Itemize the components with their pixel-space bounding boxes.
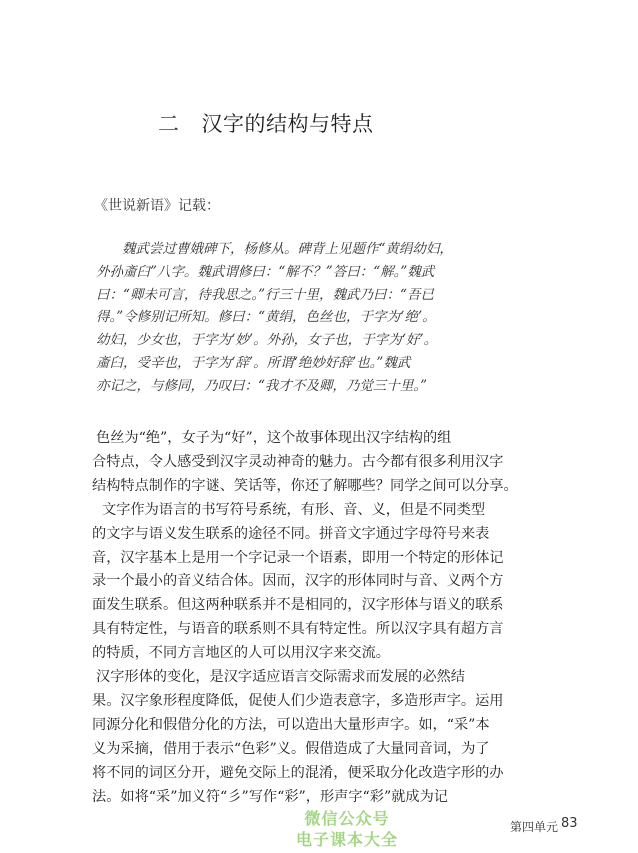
body-text <box>92 427 564 810</box>
body-line: 具有特定性，与语音的联系则不具有特定性。所以汉字具有超方言 <box>92 621 504 638</box>
quote-line: 得。”令修别记所知。修曰：“黄绢，色丝也，于字为‘绝’。 <box>96 309 436 326</box>
body-line: 音，汉字基本上是用一个字记录一个语素，即用一个特定的形体记 <box>92 549 504 566</box>
body-line: 的文字与语义发生联系的途径不同。拼音文字通过字母符号来表 <box>92 525 490 542</box>
page-number: 83 <box>561 816 578 831</box>
body-line: 合特点，令人感受到汉字灵动神奇的魅力。古今都有很多利用汉字 <box>92 453 504 470</box>
body-line: 色丝为“绝”，女子为“好”，这个故事体现出汉字结构的组 <box>96 430 452 446</box>
body-line: 录一个最小的音义结合体。因而，汉字的形体同时与音、义两个方 <box>92 573 504 590</box>
section-title <box>158 108 374 138</box>
body-line: 同源分化和假借分化的方法，可以造出大量形声字。如，“采”本 <box>92 716 490 733</box>
watermark-line: 电子课本大全 <box>295 830 398 849</box>
body-line: 法。如将“采”加义符“彡”写作“彩”，形声字“彩”就成为记 <box>92 788 448 805</box>
body-line: 汉字形体的变化，是汉字适应语言交际需求而发展的必然结 <box>96 669 465 686</box>
quote-line: 齑臼，受辛也，于字为‘辞’。所谓‘绝妙好辞’也。”魏武 <box>96 354 411 371</box>
watermark <box>262 808 432 850</box>
body-line: 果。汉字象形程度降低，促使人们少造表意字，多造形声字。运用 <box>92 692 504 709</box>
footer-section-label: 第四单元 <box>510 820 559 834</box>
body-line: 将不同的词区分开，避免交际上的混淆，便采取分化改造字形的办 <box>92 764 504 781</box>
quote-line: 外孙齑臼”八字。魏武谓修曰：“解不？”答曰：“解。”魏武 <box>96 263 435 280</box>
body-line: 结构特点制作的字谜、笑话等，你还了解哪些？同学之间可以分享。 <box>92 477 518 494</box>
body-line: 义为采摘，借用于表示“色彩”义。假借造成了大量同音词，为了 <box>92 740 490 757</box>
body-line: 的特质，不同方言地区的人可以用汉字来交流。 <box>92 645 390 662</box>
quote-line: 曰：“卿未可言，待我思之。”行三十里，魏武乃曰：“吾已 <box>96 286 434 303</box>
quote-block <box>96 238 554 398</box>
quote-line: 幼妇，少女也，于字为‘妙’。外孙，女子也，于字为‘好’。 <box>96 332 438 349</box>
section-number: 二 <box>158 112 180 136</box>
quote-line: 亦记之，与修同，乃叹曰：“我才不及卿，乃觉三十里。” <box>96 377 428 394</box>
quote-line: 魏武尝过曹娥碑下，杨修从。碑背上见题作“黄绢幼妇， <box>122 241 453 257</box>
watermark-line: 微信公众号 <box>304 809 390 828</box>
body-line: 文字作为语言的书写符号系统，有形、音、义，但是不同类型 <box>102 501 486 518</box>
body-line: 面发生联系。但这两种联系并不是相同的，汉字形体与语义的联系 <box>92 597 504 614</box>
section-title-text: 汉字的结构与特点 <box>201 112 374 136</box>
intro-line: 《世说新语》记载： <box>94 198 220 214</box>
